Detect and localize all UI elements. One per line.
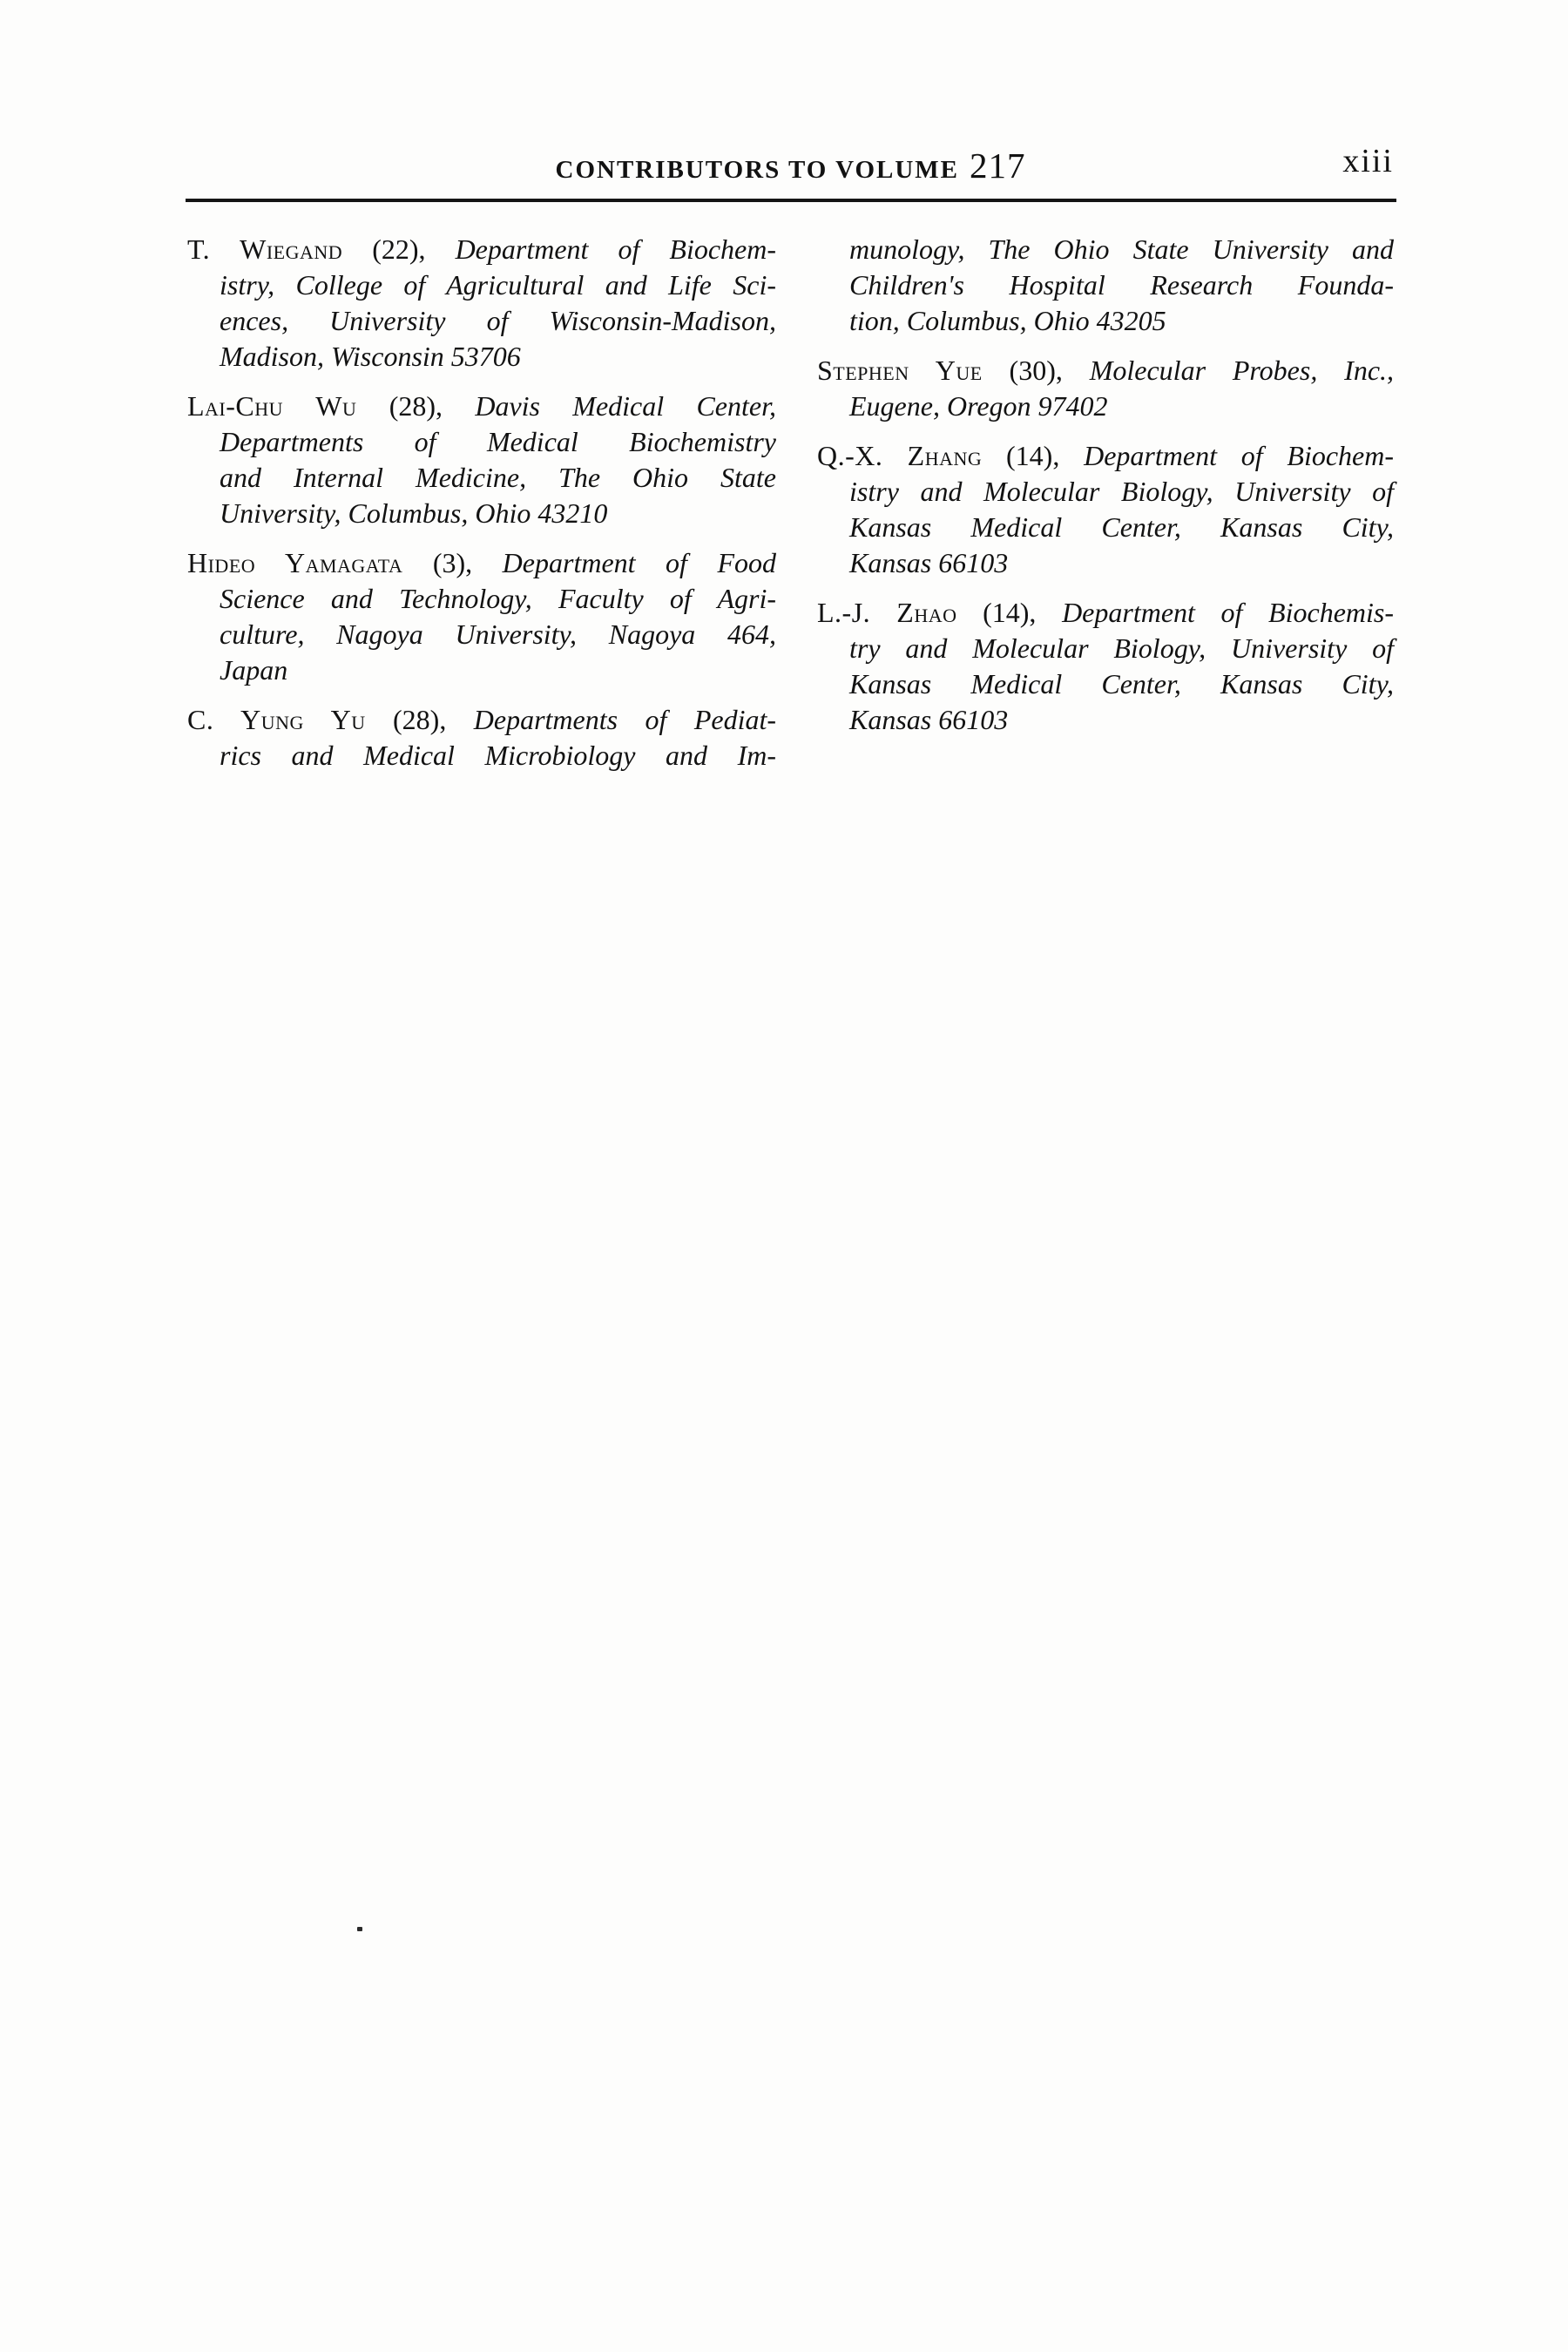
chapter-ref: (3),: [402, 547, 503, 578]
affiliation-line: and Internal Medicine, The Ohio State: [220, 462, 776, 493]
affiliation-line: munology, The Ohio State University and: [849, 233, 1394, 265]
affiliation-line: rics and Medical Microbiology and Im-: [220, 740, 776, 771]
affiliation-line: istry, College of Agricultural and Life Sci-: [220, 269, 776, 301]
entry-first-line: [187, 702, 776, 738]
affiliation-line: Madison, Wisconsin 53706: [220, 341, 521, 372]
contributor-name: T. Wiegand: [187, 233, 343, 265]
contributor-entry: [187, 545, 776, 688]
chapter-ref: (14),: [982, 440, 1085, 471]
page-title: [187, 145, 1394, 186]
affiliation-line: Departments of Medical Biochemistry: [220, 426, 776, 457]
affiliation-line: Kansas 66103: [849, 704, 1009, 735]
affiliation-line: istry and Molecular Biology, University of: [849, 476, 1394, 507]
affiliation-line: Japan: [220, 654, 288, 686]
left-column: [187, 232, 776, 787]
contributor-name: Lai-Chu Wu: [187, 390, 357, 422]
chapter-ref: (14),: [956, 597, 1063, 628]
chapter-ref: (22),: [342, 233, 456, 265]
affiliation-line: Science and Technology, Faculty of Agri-: [220, 583, 776, 614]
affiliation-line: Kansas Medical Center, Kansas City,: [849, 511, 1394, 543]
contributor-entry: [187, 389, 776, 531]
entry-first-line: [187, 389, 776, 424]
contributors-list: [187, 232, 1394, 787]
affiliation-text: Department of Biochem-: [455, 233, 777, 265]
affiliation-line: Eugene, Oregon 97402: [849, 390, 1108, 422]
entry-first-line: [817, 353, 1394, 389]
contributor-name: C. Yung Yu: [187, 704, 366, 735]
contributor-entry: [187, 232, 776, 375]
affiliation-line: Kansas Medical Center, Kansas City,: [849, 668, 1394, 700]
affiliation-line: tion, Columbus, Ohio 43205: [849, 305, 1166, 336]
chapter-ref: (30),: [982, 355, 1090, 386]
contributor-entry: [817, 438, 1394, 581]
affiliation-line: Kansas 66103: [849, 547, 1009, 578]
contributor-name: Stephen Yue: [817, 355, 983, 386]
affiliation-line: Children's Hospital Research Founda-: [849, 269, 1394, 301]
entry-first-line: [187, 545, 776, 581]
entry-first-line: [817, 595, 1394, 631]
affiliation-text: Department of Biochem-: [1084, 440, 1395, 471]
affiliation-text: Molecular Probes, Inc.,: [1089, 355, 1395, 386]
affiliation-text: Departments of Pediat-: [473, 704, 777, 735]
entry-continuation: [817, 232, 1394, 339]
contributor-name: L.-J. Zhao: [817, 597, 957, 628]
contributor-entry: [817, 353, 1394, 424]
header-rule: [186, 199, 1396, 202]
contributor-name: Q.-X. Zhang: [817, 440, 983, 471]
affiliation-text: Department of Biochemis-: [1062, 597, 1395, 628]
affiliation-text: Department of Food: [502, 547, 776, 578]
right-column: [817, 232, 1394, 787]
affiliation-text: Davis Medical Center,: [475, 390, 777, 422]
entry-first-line: [817, 438, 1394, 474]
contributor-entry: [817, 595, 1394, 738]
scan-speck: [357, 1927, 362, 1931]
contributor-entry: [187, 702, 776, 774]
entry-first-line: [187, 232, 776, 267]
affiliation-line: try and Molecular Biology, University of: [849, 632, 1394, 664]
page-number: xiii: [1342, 143, 1394, 179]
contributor-name: Hideo Yamagata: [187, 547, 403, 578]
chapter-ref: (28),: [356, 390, 476, 422]
running-head-text: CONTRIBUTORS TO VOLUME: [555, 156, 959, 184]
volume-number: 217: [970, 145, 1026, 186]
affiliation-line: culture, Nagoya University, Nagoya 464,: [220, 618, 776, 650]
affiliation-line: ences, University of Wisconsin-Madison,: [220, 305, 776, 336]
chapter-ref: (28),: [365, 704, 474, 735]
affiliation-line: University, Columbus, Ohio 43210: [220, 497, 608, 529]
